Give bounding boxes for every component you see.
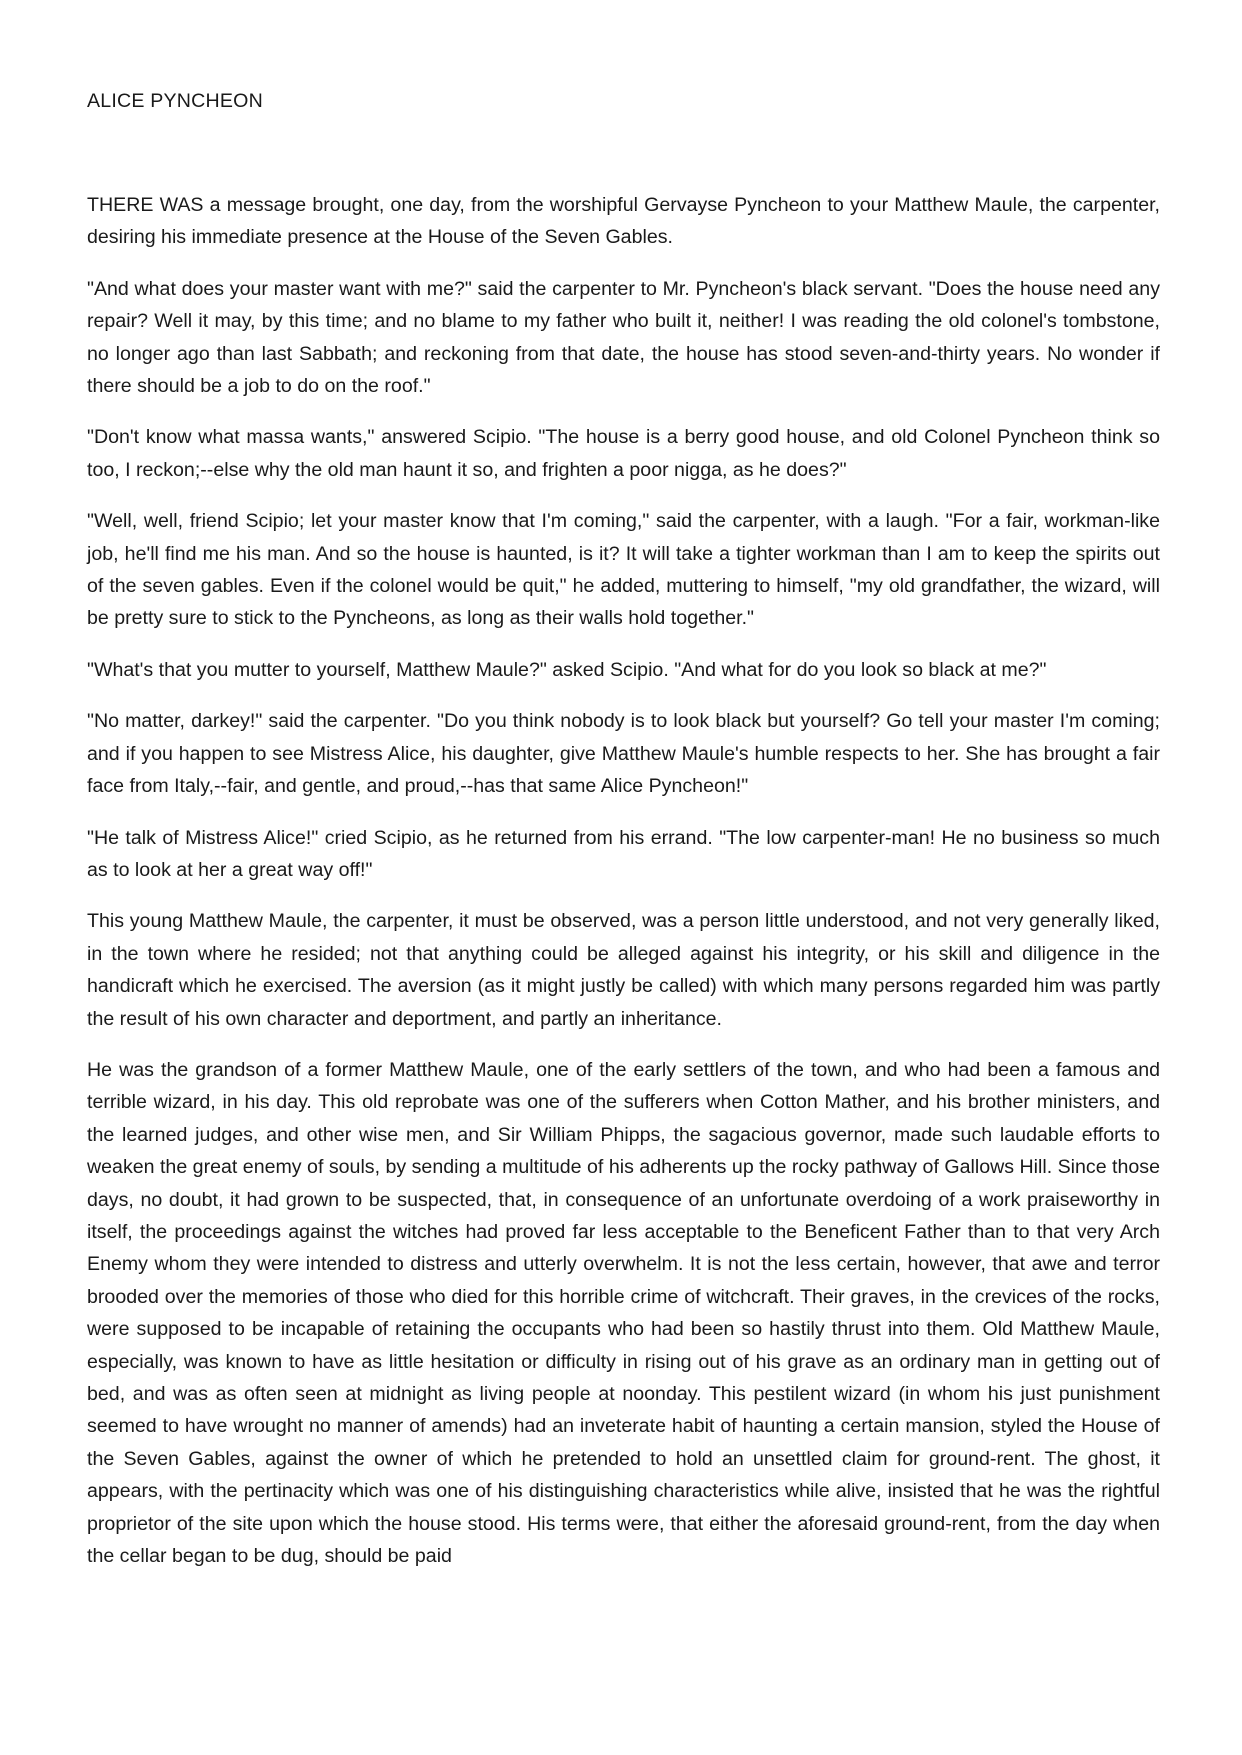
- paragraph: "Well, well, friend Scipio; let your master know that I'm coming," said the carpenter, with a laugh. "For a fair, workman-like job, he'll find me his man. And so the house is haunted, is it? It will take a tighter workman than I am to keep the spirits out of the seven gables. Even if the colonel would be quit," he added, muttering to himself, "my old grandfather, the wizard, will be pretty sure to stick to the Pyncheons, as long as their walls hold together.": [87, 510, 1160, 630]
- paragraph: "He talk of Mistress Alice!" cried Scipio, as he returned from his errand. "The low carpenter-man! He no business so much as to look at her a great way off!": [87, 826, 1160, 881]
- paragraph: THERE WAS a message brought, one day, from the worshipful Gervayse Pyncheon to your Matthew Maule, the carpenter, desiring his immediate presence at the House of the Seven Gables.: [87, 194, 1160, 249]
- paragraph: "Don't know what massa wants," answered Scipio. "The house is a berry good house, and old Colonel Pyncheon think so too, I reckon;--else why the old man haunt it so, and frighten a poor nigga, as he does?": [87, 426, 1160, 481]
- paragraph: "What's that you mutter to yourself, Matthew Maule?" asked Scipio. "And what for do you look so black at me?": [87, 658, 1047, 681]
- chapter-body: [87, 189, 1160, 1591]
- paragraph: This young Matthew Maule, the carpenter, it must be observed, was a person little understood, and not very generally liked, in the town where he resided; not that anything could be alleged against his integrity, or his skill and diligence in the handicraft which he exercised. The aversion (as it might justly be called) with which many persons regarded him was partly the result of his own character and deportment, and partly an inheritance.: [87, 910, 1160, 1030]
- paragraph: "No matter, darkey!" said the carpenter. "Do you think nobody is to look black but yourself? Go tell your master I'm coming; and if you happen to see Mistress Alice, his daughter, give Matthew Maule's humble respects to her. She has brought a fair face from Italy,--fair, and gentle, and proud,--has that same Alice Pyncheon!": [87, 710, 1160, 798]
- paragraph: He was the grandson of a former Matthew Maule, one of the early settlers of the town, and who had been a famous and terrible wizard, in his day. This old reprobate was one of the sufferers when Cotton Mather, and his brother ministers, and the learned judges, and other wise men, and Sir William Phipps, the sagacious governor, made such laudable efforts to weaken the great enemy of souls, by sending a multitude of his adherents up the rocky pathway of Gallows Hill. Since those days, no doubt, it had grown to be suspected, that, in consequence of an unfortunate overdoing of a work praiseworthy in itself, the proceedings against the witches had proved far less acceptable to the Beneficent Father than to that very Arch Enemy whom they were intended to distress and utterly overwhelm. It is not the less certain, however, that awe and terror brooded over the memories of those who died for this horrible crime of witchcraft. Their graves, in the crevices of the rocks, were supposed to be incapable of retaining the occupants who had been so hastily thrust into them. Old Matthew Maule, especially, was known to have as little hesitation or difficulty in rising out of his grave as an ordinary man in getting out of bed, and was as often seen at midnight as living people at noonday. This pestilent wizard (in whom his just punishment seemed to have wrought no manner of amends) had an inveterate habit of haunting a certain mansion, styled the House of the Seven Gables, against the owner of which he pretended to hold an unsettled claim for ground-rent. The ghost, it appears, with the pertinacity which was one of his distinguishing characteristics while alive, insisted that he was the rightful proprietor of the site upon which the house stood. His terms were, that either the aforesaid ground-rent, from the day when the cellar began to be dug, should be paid: [87, 1058, 1160, 1568]
- paragraph: "And what does your master want with me?" said the carpenter to Mr. Pyncheon's black servant. "Does the house need any repair? Well it may, by this time; and no blame to my father who built it, neither! I was reading the old colonel's tombstone, no longer ago than last Sabbath; and reckoning from that date, the house has stood seven-and-thirty years. No wonder if there should be a job to do on the roof.": [87, 277, 1160, 398]
- chapter-title: ALICE PYNCHEON: [87, 90, 263, 112]
